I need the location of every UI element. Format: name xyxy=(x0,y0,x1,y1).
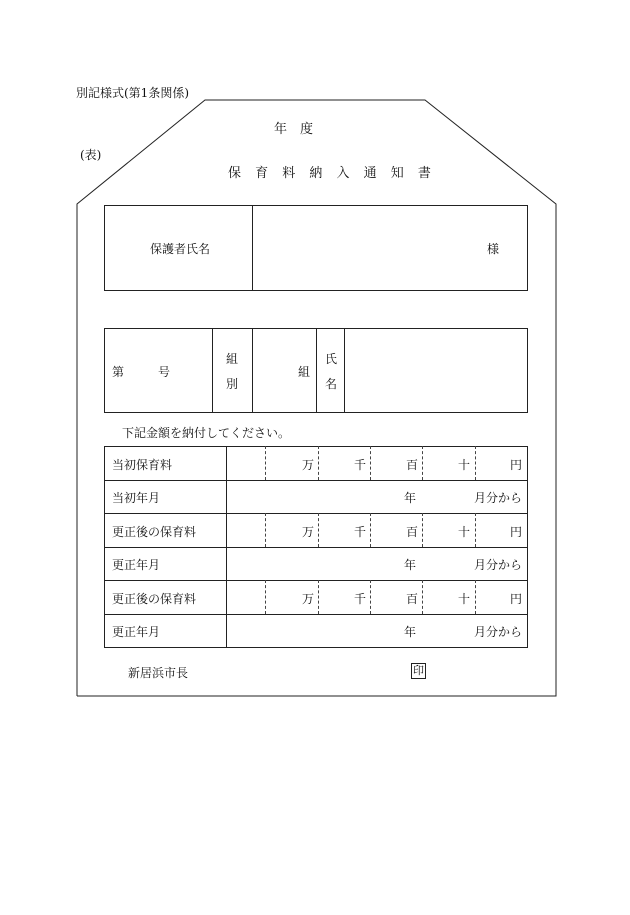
unit-month-from: 月分から xyxy=(474,625,523,639)
class-label-top: 組 xyxy=(226,352,239,366)
fee-row-divider-4 xyxy=(104,580,528,581)
row-label-revised-date-1: 更正年月 xyxy=(112,558,161,572)
unit-hyaku: 百 xyxy=(406,525,419,539)
name-label-top: 氏 xyxy=(325,352,338,366)
fiscal-year-label: 年 度 xyxy=(274,122,314,137)
number-prefix: 第 xyxy=(112,365,125,379)
digit-divider xyxy=(318,446,319,480)
unit-juu: 十 xyxy=(458,525,471,539)
side-label: (表) xyxy=(80,148,102,162)
class-unit: 組 xyxy=(298,365,311,379)
guardian-divider xyxy=(252,205,253,291)
child-divider-4 xyxy=(344,328,345,413)
fee-row-divider-5 xyxy=(104,614,528,615)
digit-divider xyxy=(265,513,266,547)
row-label-initial-fee: 当初保育料 xyxy=(112,458,173,472)
row-label-initial-date: 当初年月 xyxy=(112,491,161,505)
unit-man: 万 xyxy=(302,592,315,606)
number-suffix: 号 xyxy=(158,365,171,379)
unit-yen: 円 xyxy=(510,525,523,539)
unit-juu: 十 xyxy=(458,592,471,606)
digit-divider xyxy=(318,513,319,547)
fee-row-divider-3 xyxy=(104,547,528,548)
child-divider-3 xyxy=(316,328,317,413)
guardian-name-label: 保護者氏名 xyxy=(150,242,211,256)
row-label-revised-fee-1: 更正後の保育料 xyxy=(112,525,197,539)
payment-instruction: 下記金額を納付してください。 xyxy=(122,426,291,440)
digit-divider xyxy=(422,580,423,614)
unit-year: 年 xyxy=(404,558,417,572)
page-title: 保 育 料 納 入 通 知 書 xyxy=(228,166,436,181)
child-divider-1 xyxy=(212,328,213,413)
digit-divider xyxy=(475,446,476,480)
digit-divider xyxy=(318,580,319,614)
unit-month-from: 月分から xyxy=(474,491,523,505)
unit-man: 万 xyxy=(302,525,315,539)
unit-hyaku: 百 xyxy=(406,458,419,472)
row-label-revised-date-2: 更正年月 xyxy=(112,625,161,639)
unit-sen: 千 xyxy=(354,592,367,606)
digit-divider xyxy=(265,580,266,614)
child-divider-2 xyxy=(252,328,253,413)
form-reference: 別記様式(第1条関係) xyxy=(76,86,189,100)
name-label-bottom: 名 xyxy=(325,377,338,391)
issuer-title: 新居浜市長 xyxy=(128,666,189,680)
unit-year: 年 xyxy=(404,625,417,639)
digit-divider xyxy=(475,513,476,547)
guardian-honorific: 様 xyxy=(487,242,500,256)
digit-divider xyxy=(475,580,476,614)
unit-year: 年 xyxy=(404,491,417,505)
unit-juu: 十 xyxy=(458,458,471,472)
unit-yen: 円 xyxy=(510,592,523,606)
digit-divider xyxy=(370,446,371,480)
digit-divider xyxy=(265,446,266,480)
unit-yen: 円 xyxy=(510,458,523,472)
unit-sen: 千 xyxy=(354,458,367,472)
unit-month-from: 月分から xyxy=(474,558,523,572)
row-label-revised-fee-2: 更正後の保育料 xyxy=(112,592,197,606)
class-label-bottom: 別 xyxy=(226,377,239,391)
fee-row-divider-1 xyxy=(104,480,528,481)
digit-divider xyxy=(422,446,423,480)
digit-divider xyxy=(370,513,371,547)
digit-divider xyxy=(370,580,371,614)
seal-mark: 印 xyxy=(413,664,424,677)
unit-man: 万 xyxy=(302,458,315,472)
digit-divider xyxy=(422,513,423,547)
unit-sen: 千 xyxy=(354,525,367,539)
fee-row-divider-2 xyxy=(104,513,528,514)
unit-hyaku: 百 xyxy=(406,592,419,606)
